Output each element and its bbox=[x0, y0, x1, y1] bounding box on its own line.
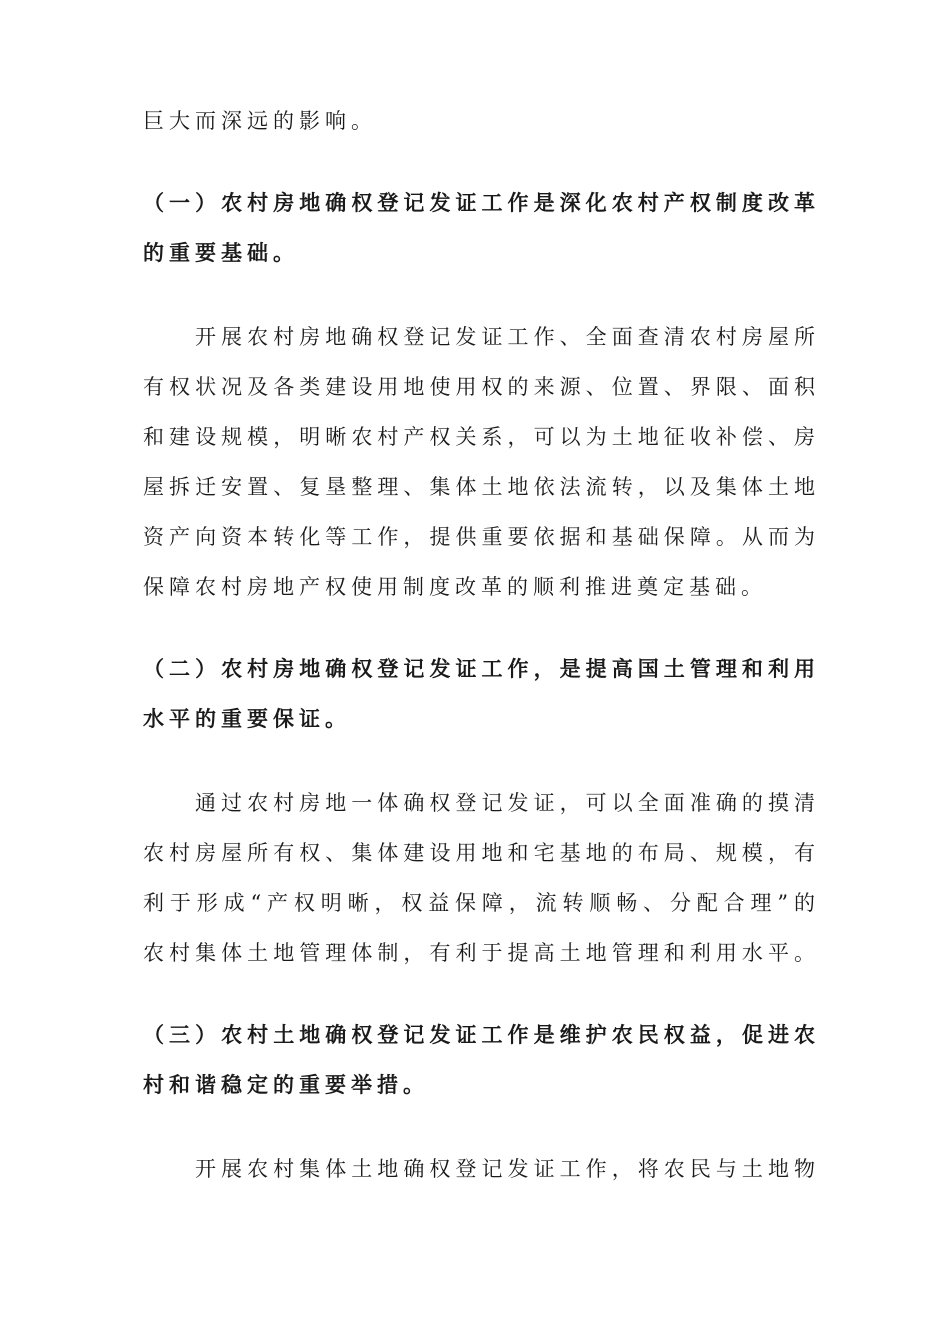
section1-para-line: 有权状况及各类建设用地使用权的来源、位置、界限、面积 bbox=[143, 375, 815, 399]
section1-para-line: 保障农村房地产权使用制度改革的顺利推进奠定基础。 bbox=[143, 575, 767, 599]
section2-para-line: 利于形成“产权明晰，权益保障，流转顺畅、分配合理”的 bbox=[143, 891, 815, 915]
section3-heading-line1: （三）农村土地确权登记发证工作是维护农民权益，促进农 bbox=[143, 1023, 815, 1047]
section1-heading-line1: （一）农村房地确权登记发证工作是深化农村产权制度改革 bbox=[143, 191, 815, 215]
section2-para-line: 农村集体土地管理体制，有利于提高土地管理和利用水平。 bbox=[143, 941, 815, 965]
section2-heading-line2: 水平的重要保证。 bbox=[143, 707, 351, 731]
intro-line: 巨大而深远的影响。 bbox=[143, 109, 377, 133]
section1-para-line: 资产向资本转化等工作，提供重要依据和基础保障。从而为 bbox=[143, 525, 815, 549]
section1-para-line: 开展农村房地确权登记发证工作、全面查清农村房屋所 bbox=[195, 325, 815, 349]
section2-para-line: 通过农村房地一体确权登记发证，可以全面准确的摸清 bbox=[195, 791, 815, 815]
section3-para-line: 开展农村集体土地确权登记发证工作，将农民与土地物 bbox=[195, 1157, 815, 1181]
section2-para-line: 农村房屋所有权、集体建设用地和宅基地的布局、规模，有 bbox=[143, 841, 815, 865]
section2-heading-line1: （二）农村房地确权登记发证工作，是提高国土管理和利用 bbox=[143, 657, 815, 681]
section3-heading-line2: 村和谐稳定的重要举措。 bbox=[143, 1073, 429, 1097]
section1-para-line: 和建设规模，明晰农村产权关系，可以为土地征收补偿、房 bbox=[143, 425, 815, 449]
section1-para-line: 屋拆迁安置、复垦整理、集体土地依法流转，以及集体土地 bbox=[143, 475, 815, 499]
section1-heading-line2: 的重要基础。 bbox=[143, 241, 299, 265]
